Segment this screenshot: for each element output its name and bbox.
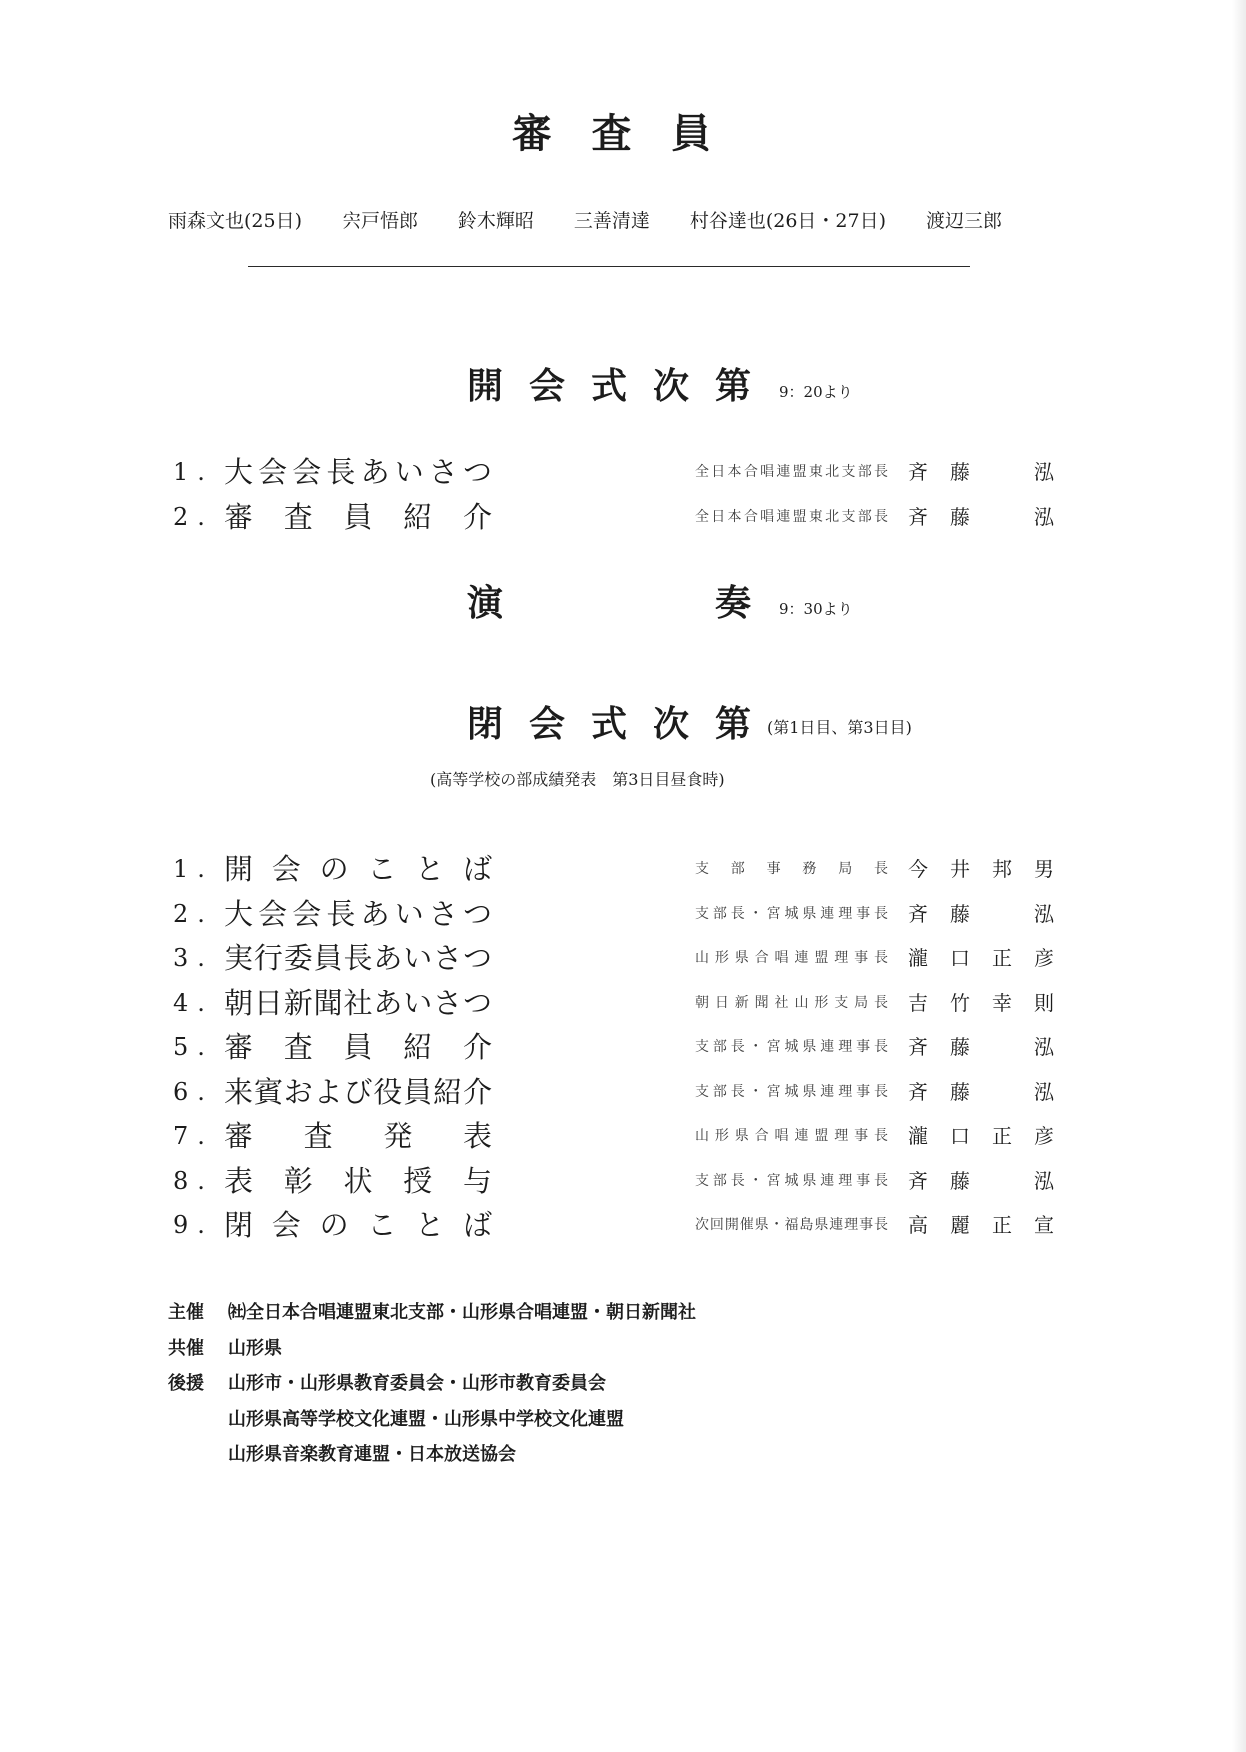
performance-title: 演奏 (467, 582, 751, 624)
sponsor-support-line: 山形県音楽教育連盟・日本放送協会 (228, 1444, 516, 1465)
sponsor-support-line: 山形県高等学校文化連盟・山形県中学校文化連盟 (228, 1408, 624, 1430)
item-label: 審査発表 (224, 1119, 492, 1153)
item-label: 来賓および役員紹介 (224, 1074, 492, 1109)
item-number: 2. (173, 502, 214, 531)
item-label: 大会会長あいさつ (224, 896, 492, 931)
speaker-title: 次回開催県・福島県連理事長 (695, 1217, 888, 1233)
item-number: 1. (173, 458, 214, 486)
item-number: 7. (173, 1122, 214, 1150)
closing-item (0, 847, 1246, 892)
judge-name: 三善清達 (573, 210, 650, 232)
opening-item (0, 450, 1246, 495)
speaker-title: 支部長・宮城県連理事長 (695, 1083, 888, 1100)
sponsor-cohost-row (168, 1331, 1068, 1367)
item-label: 審査員紹介 (224, 1030, 492, 1064)
item-number: 2. (173, 899, 214, 928)
speaker-title: 全日本合唱連盟東北支部長 (695, 464, 888, 480)
item-number: 9. (173, 1211, 214, 1239)
speaker-name: 斉藤 泓 (908, 1168, 1076, 1193)
closing-item (0, 1114, 1246, 1159)
item-label: 大会会長あいさつ (224, 455, 492, 489)
closing-ceremony-list (0, 847, 1246, 1248)
performance-time: 9：30より (779, 600, 853, 618)
sponsor-support-row (168, 1366, 1068, 1402)
closing-ceremony-subtitle: (高等学校の部成績発表 第3日目昼食時) (430, 770, 725, 789)
sponsor-host-label: 主催 (168, 1302, 204, 1323)
judge-name: 渡辺三郎 (925, 210, 1002, 232)
speaker-title: 支部長・宮城県連理事長 (695, 905, 888, 922)
closing-ceremony-days: (第1日目、第3日目) (767, 718, 912, 737)
sponsor-cohost-label: 共催 (168, 1337, 204, 1359)
speaker-title: 支部事務局長 (695, 861, 888, 877)
item-label: 表彰状授与 (224, 1163, 492, 1198)
item-label: 開会のことば (224, 852, 492, 886)
item-number: 3. (173, 944, 214, 972)
speaker-title: 全日本合唱連盟東北支部長 (695, 508, 888, 525)
speaker-name: 瀧口正彦 (908, 1124, 1076, 1148)
closing-item (0, 1070, 1246, 1115)
item-number: 5. (173, 1033, 214, 1061)
opening-ceremony-time: 9：20より (779, 383, 853, 401)
sponsor-support-row (168, 1402, 1068, 1438)
closing-ceremony-title: 閉会式次第 (467, 703, 751, 745)
sponsor-cohost-text: 山形県 (228, 1337, 282, 1359)
speaker-name: 今井邦男 (908, 857, 1076, 881)
opening-ceremony-title: 開会式次第 (467, 365, 751, 407)
judges-list (168, 207, 1002, 235)
closing-item (0, 1203, 1246, 1248)
judge-name: 雨森文也(25日) (168, 210, 303, 232)
item-number: 6. (173, 1077, 214, 1106)
sponsor-support-label: 後援 (168, 1373, 204, 1394)
speaker-title: 山形県合唱連盟理事長 (695, 950, 888, 966)
sponsor-host-text: ㈳全日本合唱連盟東北支部・山形県合唱連盟・朝日新聞社 (228, 1302, 696, 1323)
speaker-title: 支部長・宮城県連理事長 (695, 1039, 888, 1055)
speaker-title: 朝日新聞社山形支局長 (695, 994, 888, 1011)
item-number: 8. (173, 1166, 214, 1195)
speaker-name: 瀧口正彦 (908, 946, 1076, 970)
speaker-title: 山形県合唱連盟理事長 (695, 1128, 888, 1144)
speaker-name: 斉藤 泓 (908, 901, 1076, 926)
item-label: 朝日新聞社あいさつ (224, 985, 492, 1020)
speaker-name: 斉藤 泓 (908, 504, 1076, 529)
closing-item (0, 1159, 1246, 1204)
speaker-name: 斉藤 泓 (908, 460, 1076, 484)
closing-item (0, 981, 1246, 1026)
opening-item (0, 495, 1246, 540)
opening-ceremony-list (0, 450, 1246, 539)
sponsor-support-line: 山形市・山形県教育委員会・山形市教育委員会 (228, 1373, 606, 1394)
speaker-title: 支部長・宮城県連理事長 (695, 1172, 888, 1189)
sponsor-support-row (168, 1437, 1068, 1473)
judge-name: 宍戸悟郎 (341, 210, 418, 232)
closing-item (0, 1025, 1246, 1070)
speaker-name: 高麗正宣 (908, 1213, 1076, 1237)
item-label: 審査員紹介 (224, 499, 492, 534)
speaker-name: 斉藤 泓 (908, 1079, 1076, 1104)
speaker-name: 吉竹幸則 (908, 990, 1076, 1015)
closing-item (0, 936, 1246, 981)
sponsor-host-row (168, 1295, 1068, 1331)
speaker-name: 斉藤 泓 (908, 1035, 1076, 1059)
closing-item (0, 892, 1246, 937)
judge-name: 鈴木輝昭 (457, 210, 534, 232)
item-number: 4. (173, 988, 214, 1017)
item-label: 実行委員長あいさつ (224, 941, 492, 975)
divider-line (248, 266, 970, 267)
item-label: 閉会のことば (224, 1208, 492, 1242)
judges-title: 審査員 (512, 110, 711, 157)
judge-name: 村谷達也(26日・27日) (689, 210, 886, 232)
item-number: 1. (173, 855, 214, 883)
